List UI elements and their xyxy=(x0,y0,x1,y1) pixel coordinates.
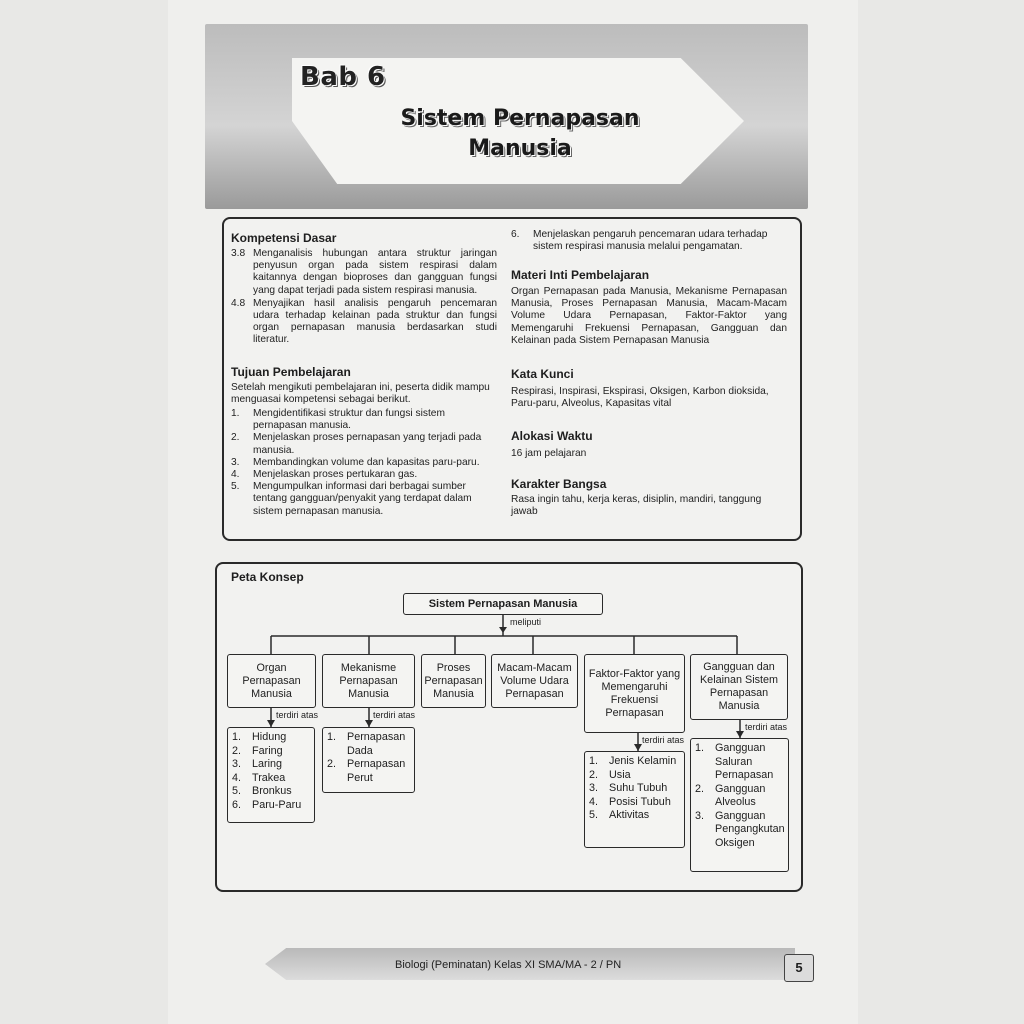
faktor-list xyxy=(584,751,685,848)
list-item: 3. Membandingkan volume dan kapasitas paru-paru. xyxy=(231,456,480,468)
page-number: 5 xyxy=(784,954,814,982)
list-item: 1. Mengidentifikasi struktur dan fungsi sistem pernapasan manusia. xyxy=(231,408,445,432)
list-item: 4. Posisi Tubuh xyxy=(589,795,671,808)
list-item: 2. Faring xyxy=(232,744,283,757)
list-item: 6. Paru-Paru xyxy=(232,798,302,811)
karakter-text: Rasa ingin tahu, kerja keras, disiplin, mandiri, tanggung jawab xyxy=(511,494,762,518)
list-item: 2. Gangguan Alveolus xyxy=(695,782,766,808)
branch-volume: Macam-Macam Volume Udara Pernapasan xyxy=(491,654,578,708)
list-item: 1. Hidung xyxy=(232,731,287,743)
list-item: 1. Jenis Kelamin xyxy=(589,755,677,767)
list-item: 4.8 Menyajikan hasil analisis pengaruh pencemaran udara terhadap kelainan pada struktur dan fungsi organ pernapasan manusia berdasarkan studi literatur. xyxy=(231,297,497,346)
alokasi-heading: Alokasi Waktu xyxy=(511,429,593,443)
list-item: 1. Gangguan Saluran Pernapasan xyxy=(695,742,774,781)
list-item: 3. Gangguan Pengangkutan Oksigen xyxy=(695,809,785,849)
list-item: 3. Laring xyxy=(232,758,283,770)
tujuan-intro: Setelah mengikuti pembelajaran ini, peserta didik mampu menguasai kompetensi sebagai berikut. xyxy=(231,382,490,406)
root-connector-label: meliputi xyxy=(510,617,542,627)
chapter-title-line2: Manusia xyxy=(468,136,572,161)
alokasi-text: 16 jam pelajaran xyxy=(511,448,587,459)
concept-map-heading: Peta Konsep xyxy=(231,570,304,584)
branch-faktor: Faktor-Faktor yang Memengaruhi Frekuensi Pernapasan xyxy=(584,654,685,733)
mekanisme-list xyxy=(322,727,415,793)
chapter-label: Bab 6 xyxy=(300,62,386,92)
kata-kunci-text: Respirasi, Inspirasi, Ekspirasi, Oksigen, Karbon dioksida, Paru-paru, Alveolus, Kapasitas vital xyxy=(511,386,769,410)
list-item: 4. Menjelaskan proses pertukaran gas. xyxy=(231,469,418,481)
mekanisme-connector-label: terdiri atas xyxy=(373,710,416,720)
concept-root: Sistem Pernapasan Manusia xyxy=(403,593,603,615)
branch-proses: Proses Pernapasan Manusia xyxy=(421,654,486,708)
branch-mekanisme: Mekanisme Pernapasan Manusia xyxy=(322,654,415,708)
list-item: 1. Pernapasan Dada xyxy=(327,731,406,757)
materi-heading: Materi Inti Pembelajaran xyxy=(511,268,650,282)
chapter-title-line1: Sistem Pernapasan xyxy=(400,106,640,131)
branch-gangguan: Gangguan dan Kelainan Sistem Pernapasan Manusia xyxy=(690,654,788,720)
organ-list xyxy=(227,727,315,823)
list-item: 2. Pernapasan Perut xyxy=(327,758,406,784)
list-item: 5. Mengumpulkan informasi dari berbagai sumber tentang gangguan/penyakit yang terdapat dalam sistem pernapasan manusia. xyxy=(231,481,472,517)
organ-connector-label: terdiri atas xyxy=(276,710,319,720)
footer-text: Biologi (Peminatan) Kelas XI SMA/MA - 2 / PN xyxy=(395,959,622,971)
branch-organ: Organ Pernapasan Manusia xyxy=(227,654,316,708)
kompetensi-heading: Kompetensi Dasar xyxy=(231,231,337,245)
list-item: 3. Suhu Tubuh xyxy=(589,782,668,794)
gangguan-list xyxy=(690,738,789,872)
karakter-heading: Karakter Bangsa xyxy=(511,477,607,491)
kata-kunci-heading: Kata Kunci xyxy=(511,367,574,381)
faktor-connector-label: terdiri atas xyxy=(642,735,685,745)
list-item: 2. Menjelaskan proses pernapasan yang terjadi pada manusia. xyxy=(231,432,482,456)
list-item: 4. Trakea xyxy=(232,771,286,784)
tujuan-heading: Tujuan Pembelajaran xyxy=(231,365,351,379)
list-item: 3.8 Menganalisis hubungan antara struktur jaringan penyusun organ pada sistem respirasi dalam kaitannya dengan bioproses dan gangguan fungsi yang dapat terjadi pada sistem respirasi manusia. xyxy=(231,248,497,296)
list-item: 6. Menjelaskan pengaruh pencemaran udara terhadap sistem respirasi manusia melalui pengamatan. xyxy=(511,229,768,253)
list-item: 5. Bronkus xyxy=(232,785,292,797)
gangguan-connector-label: terdiri atas xyxy=(745,722,788,732)
list-item: 5. Aktivitas xyxy=(589,809,650,821)
materi-text: Organ Pernapasan pada Manusia, Mekanisme Pernapasan Manusia, Proses Pernapasan Manusia, Macam-Macam Volume Udara Pernapasan, Faktor-Faktor yang Memengaruhi Frekuensi Pernapasan, Gangguan dan Kelainan pada Sistem Pernapasan Manusia xyxy=(511,286,787,346)
list-item: 2. Usia xyxy=(589,768,631,781)
